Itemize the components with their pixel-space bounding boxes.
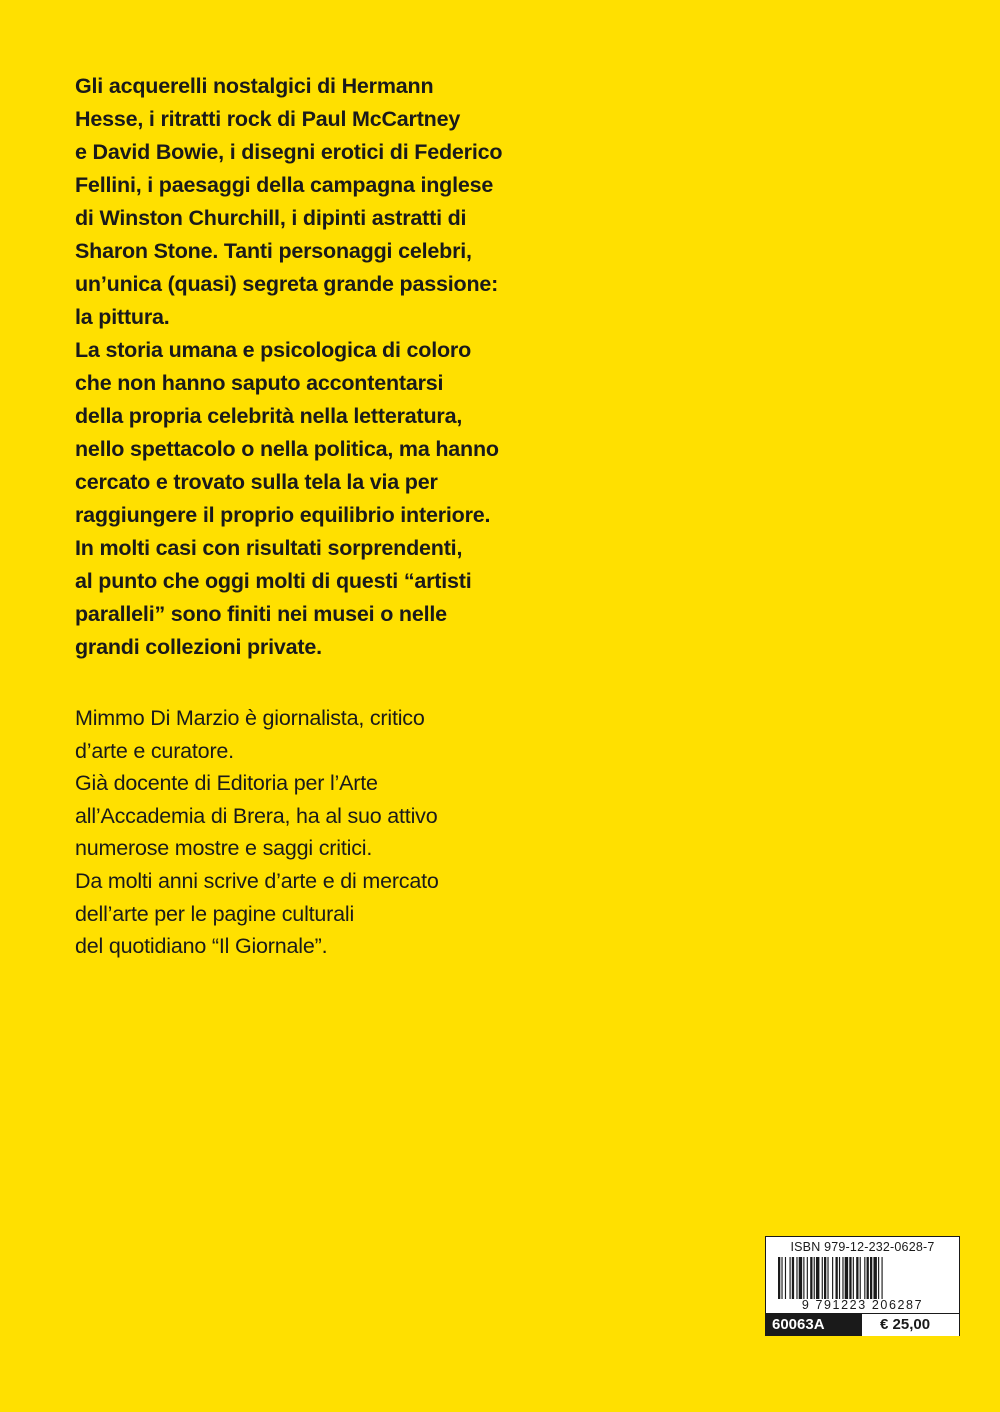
barcode-bar bbox=[799, 1257, 802, 1299]
bio-line: Già docente di Editoria per l’Arte bbox=[75, 771, 378, 796]
barcode-digits: 9 791223 206287 bbox=[801, 1298, 924, 1312]
isbn-barcode-box bbox=[765, 1236, 960, 1336]
blurb-line: e David Bowie, i disegni erotici di Federico bbox=[75, 140, 503, 164]
barcode-bar bbox=[816, 1257, 819, 1299]
barcode-bar bbox=[810, 1257, 812, 1299]
barcode-bar bbox=[785, 1257, 786, 1299]
blurb-line: nello spettacolo o nella politica, ma hanno bbox=[75, 437, 499, 461]
bio-line: numerose mostre e saggi critici. bbox=[75, 836, 373, 861]
barcode-bar bbox=[845, 1257, 848, 1299]
barcode-bar bbox=[864, 1257, 865, 1299]
barcode-bar bbox=[836, 1257, 838, 1299]
barcode-icon bbox=[776, 1257, 950, 1299]
barcode-bar bbox=[824, 1257, 826, 1299]
author-bio bbox=[75, 702, 555, 963]
blurb-line: che non hanno saputo accontentarsi bbox=[75, 371, 444, 395]
barcode-bar bbox=[853, 1257, 854, 1299]
blurb-line: paralleli” sono finiti nei musei o nelle bbox=[75, 602, 447, 626]
blurb-line: In molti casi con risultati sorprendenti, bbox=[75, 536, 463, 560]
barcode-bar bbox=[882, 1257, 883, 1299]
bio-line: Mimmo Di Marzio è giornalista, critico bbox=[75, 706, 425, 730]
bio-line: dell’arte per le pagine culturali bbox=[75, 901, 355, 926]
barcode-bar bbox=[856, 1257, 858, 1299]
barcode-bar bbox=[842, 1257, 843, 1299]
barcode-bar bbox=[807, 1257, 808, 1299]
barcode-bar bbox=[870, 1257, 872, 1299]
barcode-bar bbox=[778, 1257, 780, 1299]
barcode-bar bbox=[873, 1257, 876, 1299]
barcode-bar bbox=[822, 1257, 823, 1299]
barcode-bar bbox=[832, 1257, 833, 1299]
blurb-line: di Winston Churchill, i dipinti astratti di bbox=[75, 206, 467, 230]
bio-line: del quotidiano “Il Giornale”. bbox=[75, 934, 328, 959]
product-code: 60063A bbox=[766, 1314, 862, 1336]
blurb-line: un’unica (quasi) segreta grande passione: bbox=[75, 272, 499, 296]
blurb-line: Sharon Stone. Tanti personaggi celebri, bbox=[75, 239, 472, 263]
code-price-row bbox=[766, 1313, 959, 1336]
barcode-bar bbox=[867, 1257, 869, 1299]
blurb-line: La storia umana e psicologica di coloro bbox=[75, 338, 472, 362]
bio-line: all’Accademia di Brera, ha al suo attivo bbox=[75, 803, 438, 828]
blurb-line: cercato e trovato sulla tela la via per bbox=[75, 470, 438, 494]
barcode-bar bbox=[827, 1257, 828, 1299]
blurb-line: Gli acquerelli nostalgici di Hermann bbox=[75, 74, 434, 98]
bio-line: Da molti anni scrive d’arte e di mercato bbox=[75, 868, 439, 893]
barcode-bar bbox=[803, 1257, 804, 1299]
isbn-label: ISBN 979-12-232-0628-7 bbox=[790, 1240, 935, 1254]
barcode-bar bbox=[860, 1257, 861, 1299]
blurb-line: la pittura. bbox=[75, 305, 170, 329]
blurb-line: Hesse, i ritratti rock di Paul McCartney bbox=[75, 107, 461, 131]
barcode-bar bbox=[796, 1257, 797, 1299]
barcode-bar bbox=[781, 1257, 782, 1299]
bio-line: d’arte e curatore. bbox=[75, 738, 234, 763]
barcode-bar bbox=[849, 1257, 851, 1299]
blurb-line: Fellini, i paesaggi della campagna inglese bbox=[75, 173, 494, 197]
barcode-bar bbox=[814, 1257, 815, 1299]
blurb-line: grandi collezioni private. bbox=[75, 635, 322, 659]
blurb-text bbox=[75, 70, 555, 664]
blurb-line: raggiungere il proprio equilibrio interiore. bbox=[75, 503, 491, 527]
barcode-bar bbox=[878, 1257, 879, 1299]
barcode-bar bbox=[839, 1257, 840, 1299]
blurb-line: al punto che oggi molti di questi “artisti bbox=[75, 569, 472, 593]
price-label: € 25,00 bbox=[862, 1314, 959, 1336]
barcode-bar bbox=[790, 1257, 791, 1299]
barcode-bar bbox=[792, 1257, 794, 1299]
blurb-line: della propria celebrità nella letteratura, bbox=[75, 404, 463, 428]
